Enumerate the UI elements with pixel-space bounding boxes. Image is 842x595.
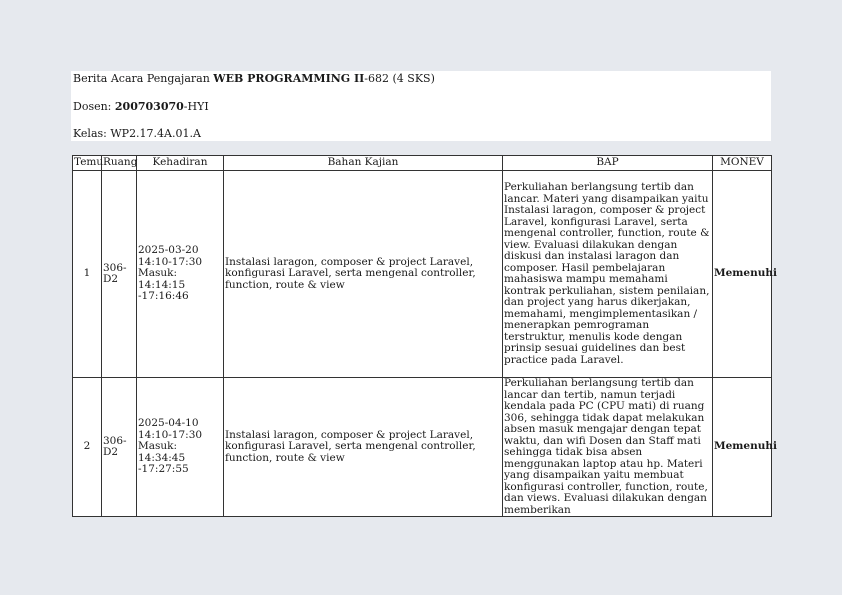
- cell-ruang: 306-D2: [102, 171, 137, 378]
- cell-monev: Memenuhi: [713, 171, 772, 378]
- cell-temu: 1: [73, 171, 102, 378]
- cell-kehadiran: 2025-03-20 14:10-17:30 Masuk: 14:14:15 -17:16:46: [137, 171, 224, 378]
- cell-bap: Perkuliahan berlangsung tertib dan lancar. Materi yang disampaikan yaitu Instalasi laragon, composer & project Laravel, konfigurasi Laravel, serta mengenal controller, function, route & view. Evaluasi dilakukan dengan diskusi dan instalasi laragon dan composer. Hasil pembelajaran mahasiswa mampu memahami kontrak perkuliahan, sistem penilaian, dan project yang harus dikerjakan, memahami, mengimplementasikan / menerapkan pemrograman terstruktur, menulis kode dengan prinsip sesuai guidelines dan best practice pada Laravel.: [503, 171, 713, 378]
- title-prefix: Berita Acara Pengajaran: [73, 72, 214, 85]
- cell-bahan-kajian: Instalasi laragon, composer & project Laravel, konfigurasi Laravel, serta mengenal controller, function, route & view: [224, 378, 503, 517]
- lecturer-code: -HYI: [183, 100, 209, 113]
- lecturer-label: Dosen:: [73, 100, 115, 113]
- table-row: [73, 378, 772, 517]
- header-bahan-kajian: Bahan Kajian: [224, 156, 503, 171]
- lecturer-id: 200703070: [114, 100, 184, 113]
- lecturer-line: [73, 100, 209, 114]
- table-row: [73, 171, 772, 378]
- table-header-row: [73, 156, 772, 171]
- cell-bap: Perkuliahan berlangsung tertib dan lancar dan tertib, namun terjadi kendala pada PC (CPU mati) di ruang 306, sehingga tidak dapat melakukan absen masuk mengajar dengan tepat waktu, dan wifi Dosen dan Staff mati sehingga tidak bisa absen menggunakan laptop atau hp. Materi yang disampaikan yaitu membuat konfigurasi controller, function, route, dan views. Evaluasi dilakukan dengan memberikan: [504, 378, 708, 516]
- cell-ruang: 306-D2: [102, 378, 137, 517]
- cell-bahan-kajian: Instalasi laragon, composer & project Laravel, konfigurasi Laravel, serta mengenal controller, function, route & view: [224, 171, 503, 378]
- cell-bap-container: [503, 378, 713, 517]
- document-header: [71, 71, 771, 141]
- cell-monev: Memenuhi: [713, 378, 772, 517]
- attendance-table: [72, 155, 777, 517]
- header-bap: BAP: [503, 156, 713, 171]
- course-code: -682 (4 SKS): [364, 72, 435, 85]
- header-temu: Temu: [73, 156, 102, 171]
- header-kehadiran: Kehadiran: [137, 156, 224, 171]
- cell-temu: 2: [73, 378, 102, 517]
- header-monev: MONEV: [713, 156, 772, 171]
- cell-kehadiran: 2025-04-10 14:10-17:30 Masuk: 14:34:45 -17:27:55: [137, 378, 224, 517]
- header-ruang: Ruang: [102, 156, 137, 171]
- course-name: WEB PROGRAMMING II: [213, 72, 365, 85]
- class-line: Kelas: WP2.17.4A.01.A: [73, 127, 201, 140]
- report-title: [73, 72, 435, 86]
